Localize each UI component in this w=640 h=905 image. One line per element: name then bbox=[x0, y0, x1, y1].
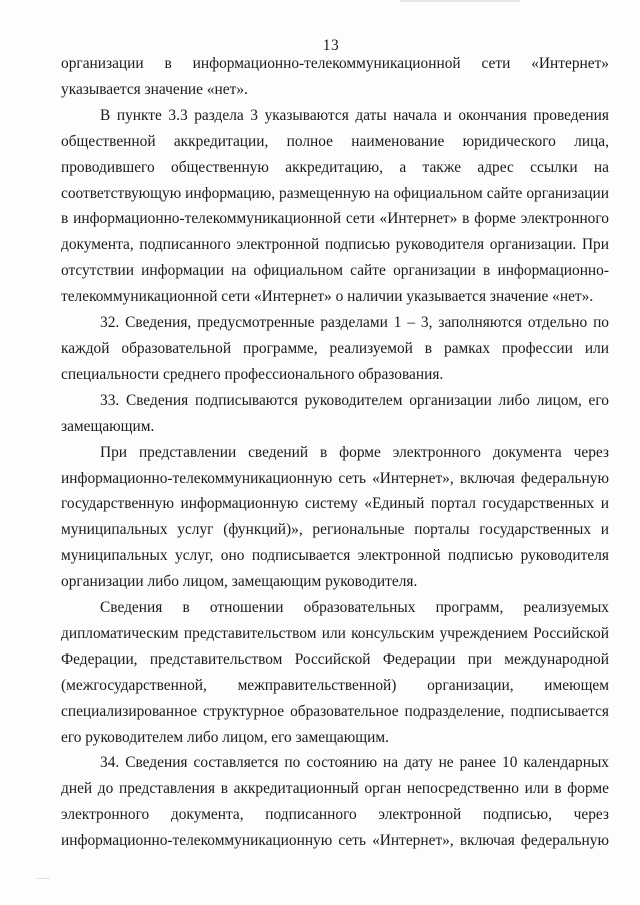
paragraph-item-33: 33. Сведения подписываются руководителем организации либо лицом, его замещающим. bbox=[61, 391, 609, 435]
scan-artifact bbox=[400, 0, 520, 2]
paragraph-continuation: организации в информационно-телекоммуникационной сети «Интернет» указывается значение «нет». bbox=[61, 55, 609, 98]
scan-artifact bbox=[36, 878, 50, 889]
paragraph-item-3-3: В пункте 3.3 раздела 3 указываются даты начала и окончания проведения общественной аккредитации, полное наименование юридического лица, проводившего общественную аккредитацию, а также адрес ссылки на соответствующую информацию, размещенную на официальном сайте организации в информационно-телекоммуникационной сети «Интернет» в форме электронного документа, подписанного электронной подписью руководителя организации. При отсутствии информации на официальном сайте организации в информационно-телекоммуникационной сети «Интернет» о наличии указывается значение «нет». bbox=[61, 106, 609, 306]
page-number: 13 bbox=[322, 37, 340, 54]
document-body bbox=[61, 51, 609, 854]
paragraph-item-32: 32. Сведения, предусмотренные разделами 1 – 3, заполняются отдельно по каждой образовательной программе, реализуемой в рамках профессии или специальности среднего профессионального образования. bbox=[61, 314, 609, 383]
paragraph-electronic-submission: При представлении сведений в форме электронного документа через информационно-телекоммуникационную сеть «Интернет», включая федеральную государственную информационную систему «Единый портал государственных и муниципальных услуг (функций)», региональные порталы государственных и муниципальных услуг, оно подписывается электронной подписью руководителя организации либо лицом, замещающим руководителя. bbox=[61, 443, 609, 591]
paragraph-item-34: 34. Сведения составляется по состоянию на дату не ранее 10 календарных дней до представления в аккредитационный орган непосредственно или в форме электронного документа, подписанного электронной подписью, через информационно-телекоммуникационную сеть «Интернет», включая федеральную bbox=[61, 754, 609, 850]
paragraph-diplomatic-programs: Сведения в отношении образовательных программ, реализуемых дипломатическим представительством или консульским учреждением Российской Федерации, представительством Российской Федерации при международной (межгосударственной, межправительственной) организации, имеющем специализированное структурное образовательное подразделение, подписывается его руководителем либо лицом, его замещающим. bbox=[61, 599, 609, 746]
